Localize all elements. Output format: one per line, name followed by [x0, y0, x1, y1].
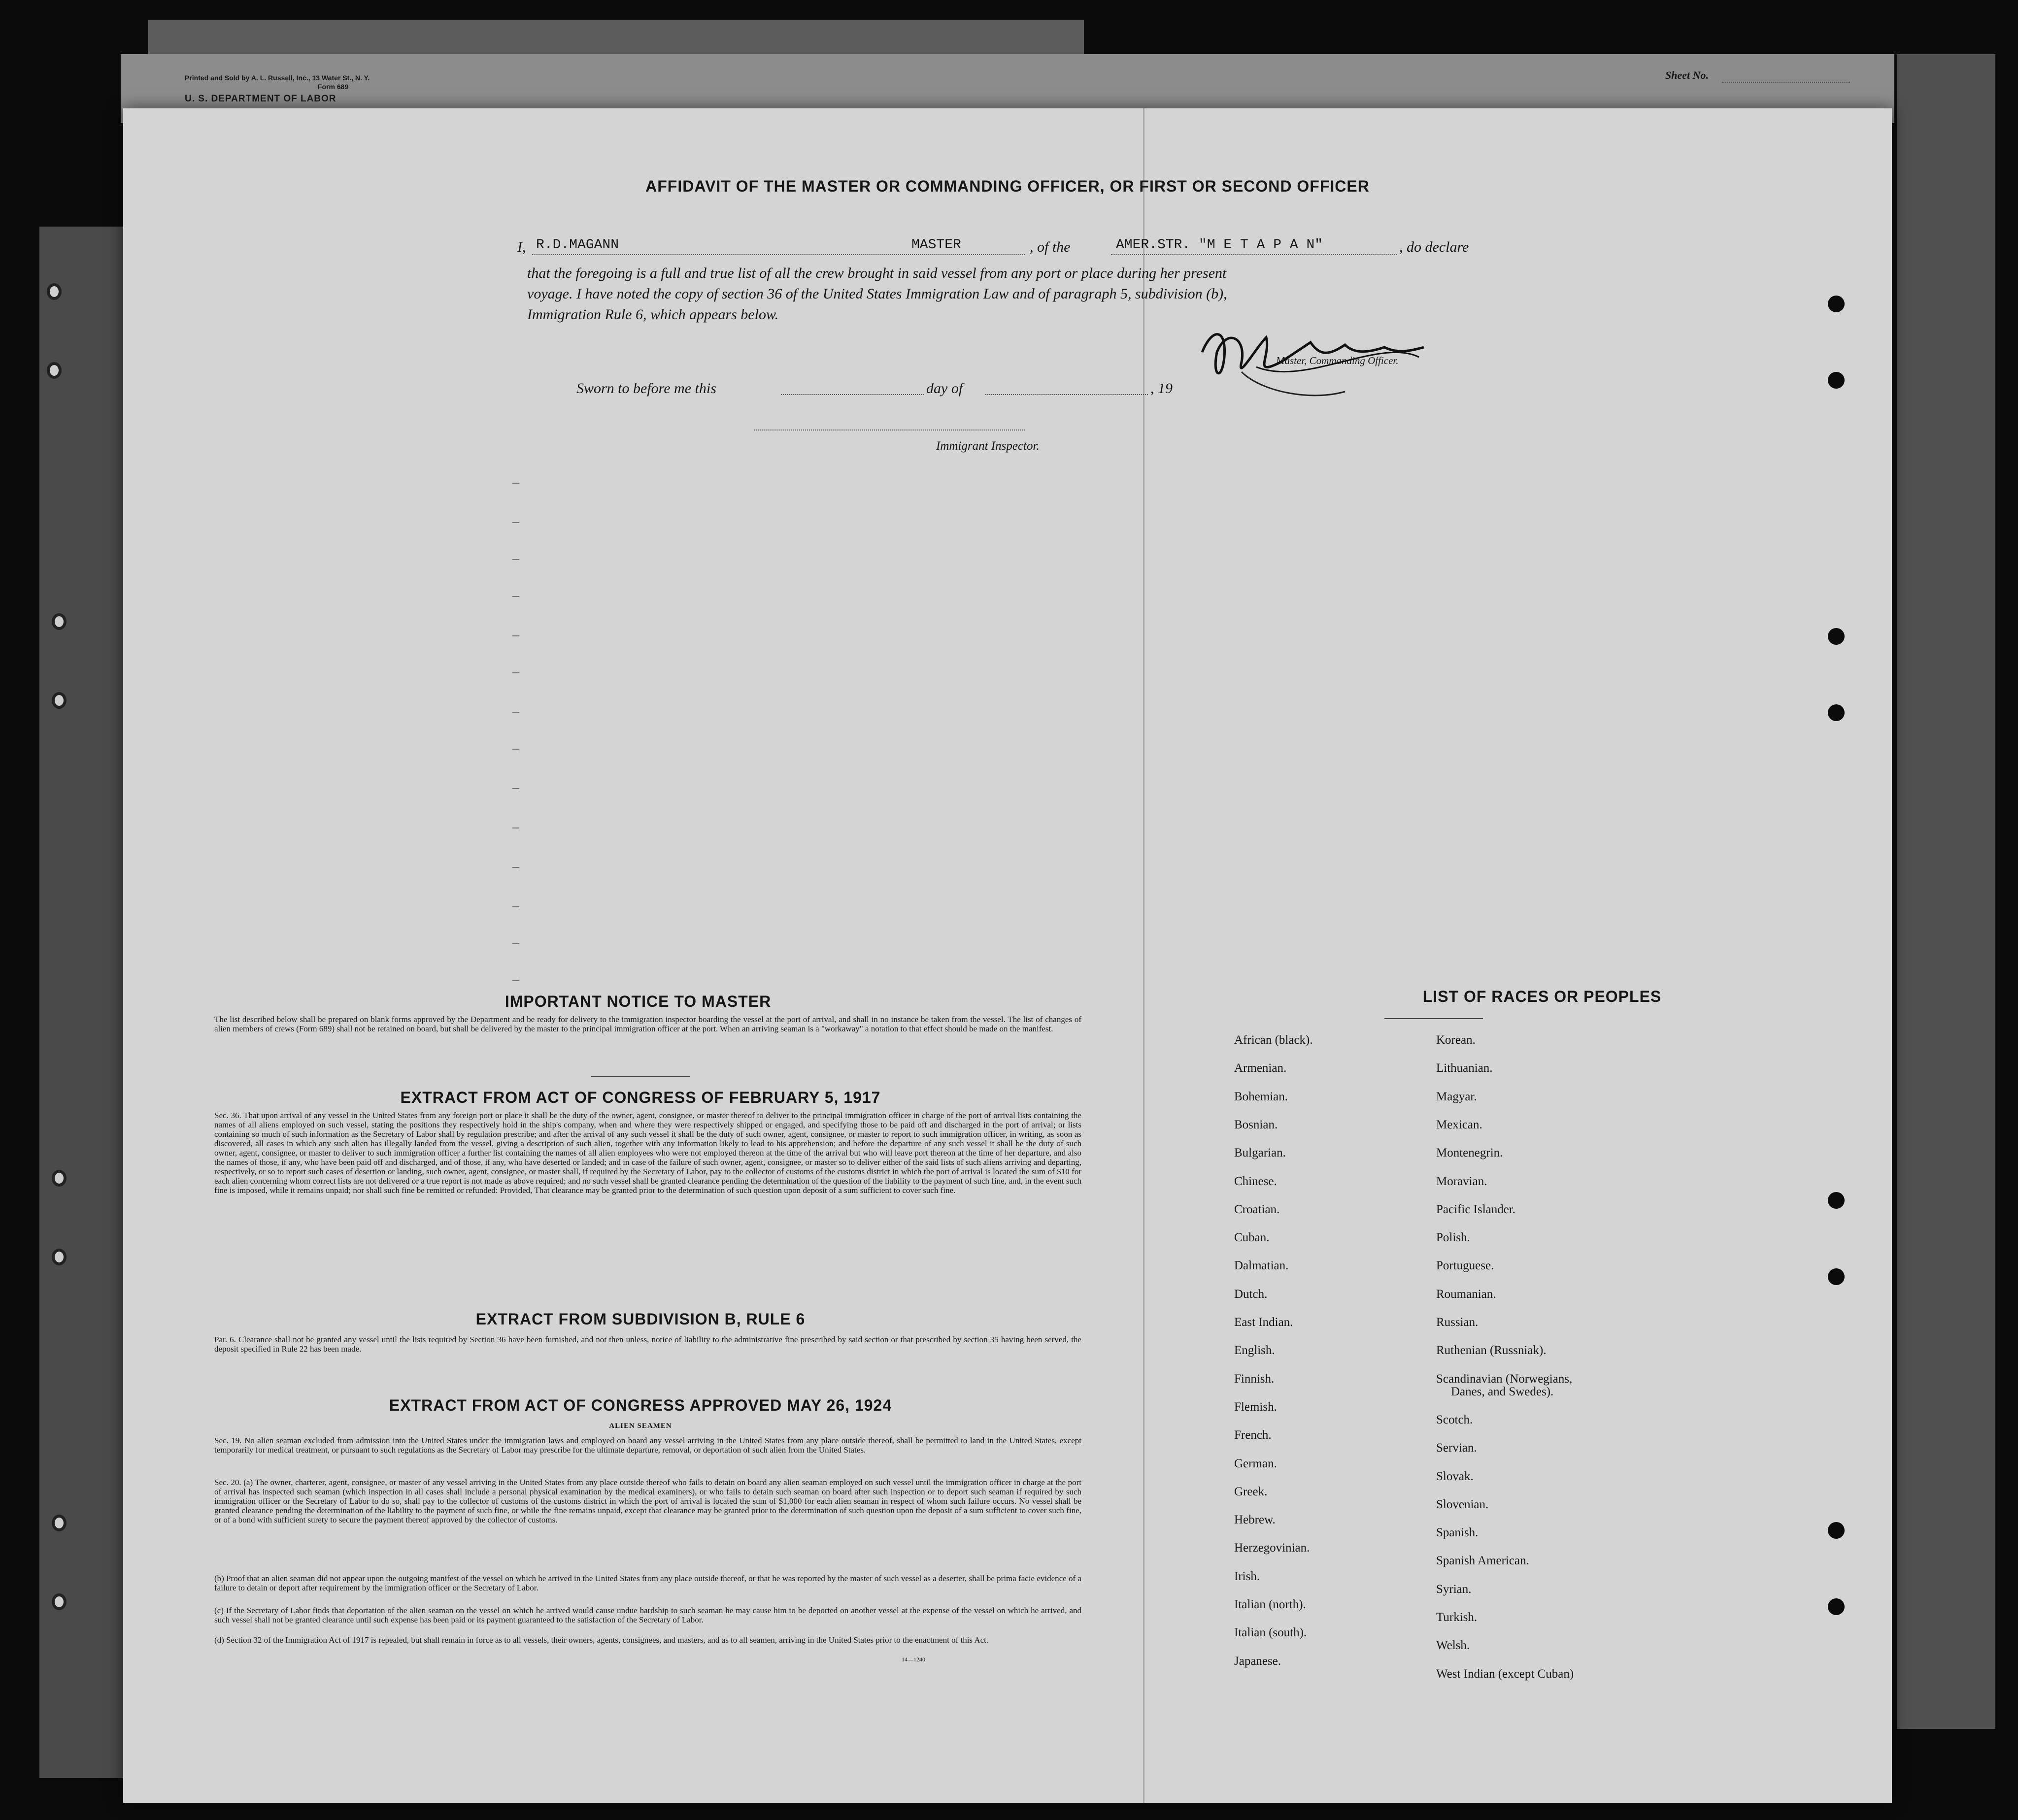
- margin-mark: [512, 788, 519, 789]
- affidavit-i: I,: [517, 239, 526, 255]
- binder-hole: [52, 1249, 67, 1265]
- form-code: 14—1240: [902, 1656, 925, 1663]
- race-item: Italian (south).: [1234, 1626, 1307, 1640]
- race-item: Croatian.: [1234, 1202, 1280, 1216]
- extract-1917-text: Sec. 36. That upon arrival of any vessel in the United States from any foreign port or place it shall be the duty of the owner, agent, consignee, or master thereof to deliver to the principal immigration officer in charge of the port of arrival lists containing the names of all aliens employed on such vessel, stating the positions they respectively hold in the ship's company, when and where they were respectively shipped or engaged, and specifying those to be paid off and discharged in the port of arrival; or lists containing so much of such information as the Secretary of Labor shall by regulation prescribe; and after the arrival of any such vessel it shall be the duty of such owner, agent, consignee, or master to report to such immigration officer, in writing, as soon as discovered, all cases in which any such alien has illegally landed from the vessel, giving a description of such alien, together with any information likely to lead to his apprehension; and before the departure of any such vessel it shall be the duty of such owner, agent, consignee, or master to deliver to such immigration officer a further list containing the names of all alien employees who were not employed thereon at the time of the arrival but who will leave port thereon at the time of her departure, and also the names of those, if any, who have been paid off and discharged, and of those, if any, who have deserted or landed; and in case of the failure of such owner, agent, consignee, or master so to deliver either of the said lists of such aliens arriving and departing, respectively, or so to report such cases of desertion or landing, such owner, agent, consignee, or master shall, if required by the Secretary of Labor, pay to the collector of customs of the customs district in which the port of arrival is located the sum of $10 for each alien concerning whom correct lists are not delivered or a true report is not made as above required; and no such vessel shall be granted clearance pending the determination of the question of the liability to the payment of such fine, and, in the event such fine is imposed, while it remains unpaid; nor shall such fine be remitted or refunded: Provided, That clearance may be granted prior to the determination of such question upon deposit of a sum sufficient to cover such fine.: [214, 1111, 1081, 1195]
- rule6-text: Par. 6. Clearance shall not be granted any vessel until the lists required by Section 36 have been furnished, and not then unless, notice of liability to the administrative fine prescribed by said section or that prescribed by section 35 having been served, the deposit specified in Rule 22 has been made.: [214, 1335, 1081, 1354]
- margin-mark: [512, 749, 519, 750]
- back-sheet-left-edge: [39, 227, 123, 1778]
- margin-mark: [512, 867, 519, 868]
- vessel-name: AMER.STR. "M E T A P A N": [1116, 237, 1323, 253]
- document-page: [123, 69, 1892, 1803]
- race-item: Lithuanian.: [1436, 1061, 1493, 1075]
- master-rank: MASTER: [911, 237, 961, 253]
- race-item: Ruthenian (Russniak).: [1436, 1344, 1547, 1357]
- punch-hole: [1828, 1268, 1845, 1285]
- affidavit-title: AFFIDAVIT OF THE MASTER OR COMMANDING OFFICER, OR FIRST OR SECOND OFFICER: [645, 177, 1370, 195]
- extract-1924-secb: (b) Proof that an alien seaman did not appear upon the outgoing manifest of the vessel on which he arrived in the United States from any place outside thereof, or that he was reported by the master of such vessel as a deserter, shall be prima facie evidence of a failure to detain or deport after requirement by the immigration officer or the Secretary of Labor.: [214, 1574, 1081, 1592]
- race-item: Slovenian.: [1436, 1497, 1489, 1511]
- margin-mark: [512, 522, 519, 523]
- race-item: Scandinavian (Norwegians,: [1436, 1372, 1573, 1386]
- declare-label: , do declare: [1399, 239, 1469, 255]
- race-item: French.: [1234, 1428, 1272, 1442]
- punch-hole: [1828, 704, 1845, 721]
- sworn-month-field[interactable]: [985, 394, 1148, 395]
- race-item: West Indian (except Cuban): [1436, 1667, 1574, 1681]
- race-item: Bulgarian.: [1234, 1146, 1286, 1160]
- race-item: Spanish.: [1436, 1526, 1479, 1540]
- punch-hole: [1828, 1522, 1845, 1539]
- race-item: Japanese.: [1234, 1654, 1281, 1668]
- race-item: Korean.: [1436, 1033, 1476, 1047]
- race-item: Bosnian.: [1234, 1118, 1278, 1131]
- race-item: Herzegovinian.: [1234, 1541, 1310, 1555]
- sheet-no-field[interactable]: [1722, 82, 1850, 83]
- race-item: Chinese.: [1234, 1174, 1277, 1188]
- affidavit-line-4: Immigration Rule 6, which appears below.: [527, 306, 779, 323]
- race-item: German.: [1234, 1456, 1277, 1470]
- race-item: Bohemian.: [1234, 1090, 1288, 1103]
- margin-mark: [512, 980, 519, 981]
- race-item: Pacific Islander.: [1436, 1202, 1516, 1216]
- notice-title: IMPORTANT NOTICE TO MASTER: [504, 993, 772, 1010]
- race-item: Slovak.: [1436, 1469, 1474, 1483]
- binder-hole: [47, 283, 62, 300]
- race-item: Italian (north).: [1234, 1598, 1306, 1611]
- race-item: Syrian.: [1436, 1582, 1472, 1596]
- race-item: English.: [1234, 1344, 1275, 1357]
- margin-mark: [512, 635, 519, 636]
- race-item: Greek.: [1234, 1485, 1268, 1498]
- margin-mark: [512, 827, 519, 828]
- year-label: , 19: [1150, 380, 1173, 397]
- race-item: Magyar.: [1436, 1090, 1477, 1103]
- margin-mark: [512, 596, 519, 597]
- day-of-label: day of: [926, 380, 963, 397]
- margin-mark: [512, 943, 519, 944]
- race-item: African (black).: [1234, 1033, 1313, 1047]
- signature-caption: Master, Commanding Officer.: [1276, 355, 1399, 366]
- race-item: Dutch.: [1234, 1287, 1268, 1301]
- punch-hole: [1828, 1598, 1845, 1615]
- back-sheet-right: [1897, 54, 1995, 1729]
- race-item: Mexican.: [1436, 1118, 1482, 1131]
- extract-1924-secc: (c) If the Secretary of Labor finds that deportation of the alien seaman on the vessel on which he arrived would cause undue hardship to such seaman he may cause him to be deported on another vessel at the expense of the vessel on which he arrived, and such vessel shall not be granted clearance until such expense has been paid or its payment guaranteed to the satisfaction of the Secretary of Labor.: [214, 1606, 1081, 1624]
- extract-1924-subtitle: ALIEN SEAMEN: [609, 1422, 672, 1430]
- department-label: U. S. DEPARTMENT OF LABOR: [185, 94, 336, 104]
- race-item: Polish.: [1436, 1231, 1470, 1245]
- notice-text: The list described below shall be prepared on blank forms approved by the Department and be ready for delivery to the immigration inspector boarding the vessel at the port of arrival, and shall in no instance be taken from the vessel. The list of changes of alien members of crews (Form 689) shall not be retained on board, but shall be delivered by the master to the principal immigration officer at the port. When an arriving seaman is a "workaway" a notation to that effect should be made on the manifest.: [214, 1015, 1081, 1033]
- races-title: LIST OF RACES OR PEOPLES: [1422, 988, 1662, 1005]
- extract-1924-sec19: Sec. 19. No alien seaman excluded from admission into the United States under the immigration laws and employed on board any vessel arriving in the United States from any place outside thereof, shall be permitted to land in the United States, except temporarily for medical treatment, or pursuant to such regulations as the Secretary of Labor may prescribe for the ultimate departure, removal, or deportation of such alien from the United States.: [214, 1436, 1081, 1455]
- binder-hole: [52, 1593, 67, 1610]
- race-item: East Indian.: [1234, 1316, 1293, 1329]
- affidavit-line-2: that the foregoing is a full and true list of all the crew brought in said vessel from any port or place during her present: [527, 265, 1227, 281]
- printer-line: Printed and Sold by A. L. Russell, Inc., 13 Water St., N. Y.: [185, 74, 370, 82]
- extract-1924-title: EXTRACT FROM ACT OF CONGRESS APPROVED MAY 26, 1924: [389, 1396, 892, 1414]
- race-item: Irish.: [1234, 1569, 1260, 1583]
- race-item: Scotch.: [1436, 1413, 1473, 1426]
- center-fold: [1143, 108, 1144, 1803]
- margin-mark: [512, 559, 519, 560]
- binder-hole: [52, 1170, 67, 1187]
- race-item: Spanish American.: [1436, 1554, 1529, 1568]
- extract-1917-title: EXTRACT FROM ACT OF CONGRESS OF FEBRUARY 5, 1917: [400, 1089, 881, 1106]
- inspector-label: Immigrant Inspector.: [936, 439, 1040, 453]
- race-item: Turkish.: [1436, 1611, 1478, 1624]
- race-item: Dalmatian.: [1234, 1259, 1289, 1273]
- rule6-title: EXTRACT FROM SUBDIVISION B, RULE 6: [475, 1310, 806, 1328]
- binder-hole: [52, 613, 67, 630]
- race-item: Welsh.: [1436, 1639, 1470, 1653]
- race-item: Servian.: [1436, 1441, 1477, 1455]
- race-item: Armenian.: [1234, 1061, 1287, 1075]
- sheet-no-label: Sheet No.: [1665, 69, 1709, 81]
- divider: [1384, 1018, 1483, 1019]
- margin-mark: [512, 672, 519, 673]
- name-field-line[interactable]: [532, 254, 1025, 255]
- race-item: Roumanian.: [1436, 1287, 1496, 1301]
- race-item: Cuban.: [1234, 1231, 1270, 1245]
- punch-hole: [1828, 628, 1845, 645]
- margin-mark: [512, 712, 519, 713]
- master-name: R.D.MAGANN: [536, 237, 619, 253]
- race-item: Moravian.: [1436, 1174, 1487, 1188]
- binder-hole: [52, 692, 67, 709]
- binder-hole: [52, 1515, 67, 1531]
- race-item: Russian.: [1436, 1316, 1479, 1329]
- race-item: Flemish.: [1234, 1400, 1277, 1414]
- extract-1924-sec20: Sec. 20. (a) The owner, charterer, agent, consignee, or master of any vessel arriving in the United States from any place outside thereof who fails to detain on board any alien seaman employed on such vessel until the immigration officer in charge at the port of arrival has inspected such seaman (which inspection in all cases shall include a personal physical examination by the medical examiners), or who fails to detain such seaman on board after such inspection or to deport such seaman if required by such immigration officer or the Secretary of Labor to do so, shall pay to the collector of customs of the customs district in which the port of arrival is located the sum of $1,000 for each alien seaman in respect of whom such failure occurs. No vessel shall be granted clearance pending the determination of the liability to the payment of such fine, or while the fine remains unpaid, except that clearance may be granted prior to the determination of such question upon the deposit of a sum sufficient to cover such fine, or of a bond with sufficient surety to secure the payment thereof approved by the collector of customs.: [214, 1478, 1081, 1524]
- sworn-day-field[interactable]: [781, 394, 924, 395]
- race-item: Portuguese.: [1436, 1259, 1494, 1273]
- margin-mark: [512, 906, 519, 907]
- punch-hole: [1828, 372, 1845, 389]
- race-item: Montenegrin.: [1436, 1146, 1503, 1160]
- margin-mark: [512, 483, 519, 484]
- binder-hole: [47, 362, 62, 379]
- sworn-label: Sworn to before me this: [576, 380, 716, 397]
- punch-hole: [1828, 1192, 1845, 1209]
- punch-hole: [1828, 296, 1845, 312]
- affidavit-line-3: voyage. I have noted the copy of section 36 of the United States Immigration Law and of paragraph 5, subdivision (b),: [527, 286, 1227, 302]
- form-number: Form 689: [318, 83, 349, 91]
- race-item: Finnish.: [1234, 1372, 1275, 1386]
- race-item: Hebrew.: [1234, 1513, 1276, 1527]
- divider: [591, 1076, 690, 1077]
- of-the-label: , of the: [1030, 239, 1071, 255]
- race-item: Danes, and Swedes).: [1451, 1385, 1554, 1398]
- vessel-field-line[interactable]: [1111, 254, 1397, 255]
- extract-1924-secd: (d) Section 32 of the Immigration Act of 1917 is repealed, but shall remain in force as to all vessels, their owners, agents, consignees, and masters, and as to all seamen, arriving in the United States prior to the enactment of this Act.: [214, 1635, 989, 1645]
